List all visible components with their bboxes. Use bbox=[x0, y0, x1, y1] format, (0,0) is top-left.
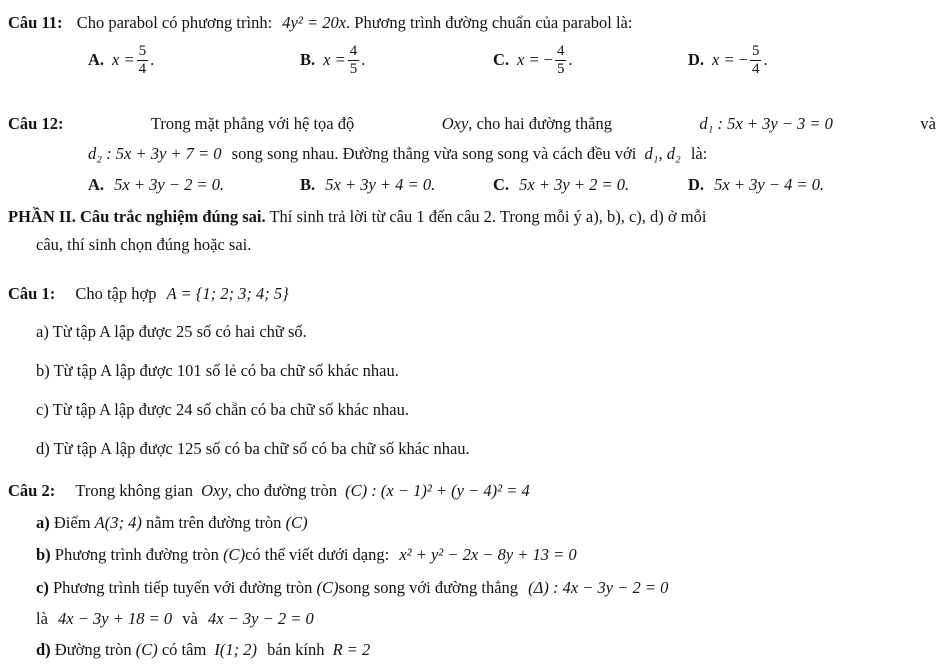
c2-circle: (C) : (x − 1)² + (y − 4)² = 4 bbox=[345, 481, 530, 500]
q12-text: Trong mặt phẳng với hệ tọa độ bbox=[150, 114, 355, 133]
q12-d1: d₁ : 5x + 3y − 3 = 0 bbox=[699, 114, 833, 133]
q11-option-d: D. x = − $\frac{5}{4}$ . bbox=[688, 42, 768, 77]
c2-item-d: d) Đường tròn (C) có tâm I(1; 2) bán kính R = 2 bbox=[36, 640, 371, 659]
c1-item-c: c) Từ tập A lập được 24 số chẵn có ba chữ số khác nhau. bbox=[36, 400, 409, 419]
c1-item-b: b) Từ tập A lập được 101 số lẻ có ba chữ số khác nhau. bbox=[36, 361, 399, 380]
c1-line: Câu 1: Cho tập hợp A = {1; 2; 3; 4; 5} bbox=[8, 284, 289, 303]
fraction: $\frac{5}{4}$ bbox=[751, 42, 760, 77]
c2-line: Câu 2: Trong không gian Oxy, cho đường tròn (C) : (x − 1)² + (y − 4)² = 4 bbox=[8, 481, 530, 500]
option-letter: D. bbox=[688, 50, 705, 69]
q11-label: Câu 11: bbox=[8, 13, 63, 32]
q12-label: Câu 12: bbox=[8, 114, 64, 133]
c2-item-a: a) Điểm A(3; 4) nằm trên đường tròn (C) bbox=[36, 513, 308, 532]
c1-label: Câu 1: bbox=[8, 284, 56, 303]
q12-line1: Câu 12: Trong mặt phẳng với hệ tọa độ Oxy, cho hai đường thẳng d₁ : 5x + 3y − 3 = 0 và bbox=[8, 114, 936, 133]
part2-heading: PHẦN II. Câu trắc nghiệm đúng sai. bbox=[8, 207, 266, 226]
c2-label: Câu 2: bbox=[8, 481, 56, 500]
c2-item-b: b) Phương trình đường tròn (C)có thể viết dưới dạng: x² + y² − 2x − 8y + 13 = 0 bbox=[36, 545, 577, 564]
q12-option-d: D. 5x + 3y − 4 = 0. bbox=[688, 175, 825, 194]
c1-item-a: a) Từ tập A lập được 25 số có hai chữ số. bbox=[36, 322, 307, 341]
c2-item-c-cont: là 4x − 3y + 18 = 0 và 4x − 3y − 2 = 0 bbox=[36, 609, 314, 628]
q11-option-c: C. x = − $\frac{4}{5}$ . bbox=[493, 42, 573, 77]
q11-line bbox=[8, 12, 632, 34]
q11-after: . Phương trình đường chuẩn của parabol là: bbox=[346, 13, 633, 32]
q11-option-b: B. x = $\frac{4}{5}$ . bbox=[300, 42, 366, 77]
q12-option-a: A. 5x + 3y − 2 = 0. bbox=[88, 175, 225, 194]
q11-option-a: A. x = $\frac{5}{4}$ . bbox=[88, 42, 155, 77]
q11-equation: 4y² = 20x bbox=[282, 13, 347, 32]
option-letter: A. bbox=[88, 50, 105, 69]
part2-line2: câu, thí sinh chọn đúng hoặc sai. bbox=[36, 235, 252, 254]
q12-d2: d₂ : 5x + 3y + 7 = 0 bbox=[88, 144, 222, 163]
c1-set: A = {1; 2; 3; 4; 5} bbox=[166, 284, 289, 303]
fraction: $\frac{4}{5}$ bbox=[556, 42, 565, 77]
q12-option-c: C. 5x + 3y + 2 = 0. bbox=[493, 175, 630, 194]
part2-line1: PHẦN II. Câu trắc nghiệm đúng sai. Thí sinh trả lời từ câu 1 đến câu 2. Trong mỗi ý a), b), c), d) ở mỗi bbox=[8, 207, 707, 226]
option-letter: B. bbox=[300, 50, 316, 69]
option-letter: C. bbox=[493, 50, 510, 69]
q11-text: Cho parabol có phương trình: bbox=[76, 13, 273, 32]
c1-item-d: d) Từ tập A lập được 125 số có ba chữ số có ba chữ số khác nhau. bbox=[36, 439, 470, 458]
fraction: $\frac{4}{5}$ bbox=[349, 42, 358, 77]
fraction: $\frac{5}{4}$ bbox=[138, 42, 147, 77]
c2-item-c: c) Phương trình tiếp tuyến với đường tròn (C)song song với đường thẳng (Δ) : 4x − 3y − 2 = 0 bbox=[36, 578, 669, 597]
q12-option-b: B. 5x + 3y + 4 = 0. bbox=[300, 175, 436, 194]
q12-line2: d₂ : 5x + 3y + 7 = 0 song song nhau. Đường thẳng vừa song song và cách đều với d₁, d₂ là: bbox=[88, 144, 708, 163]
